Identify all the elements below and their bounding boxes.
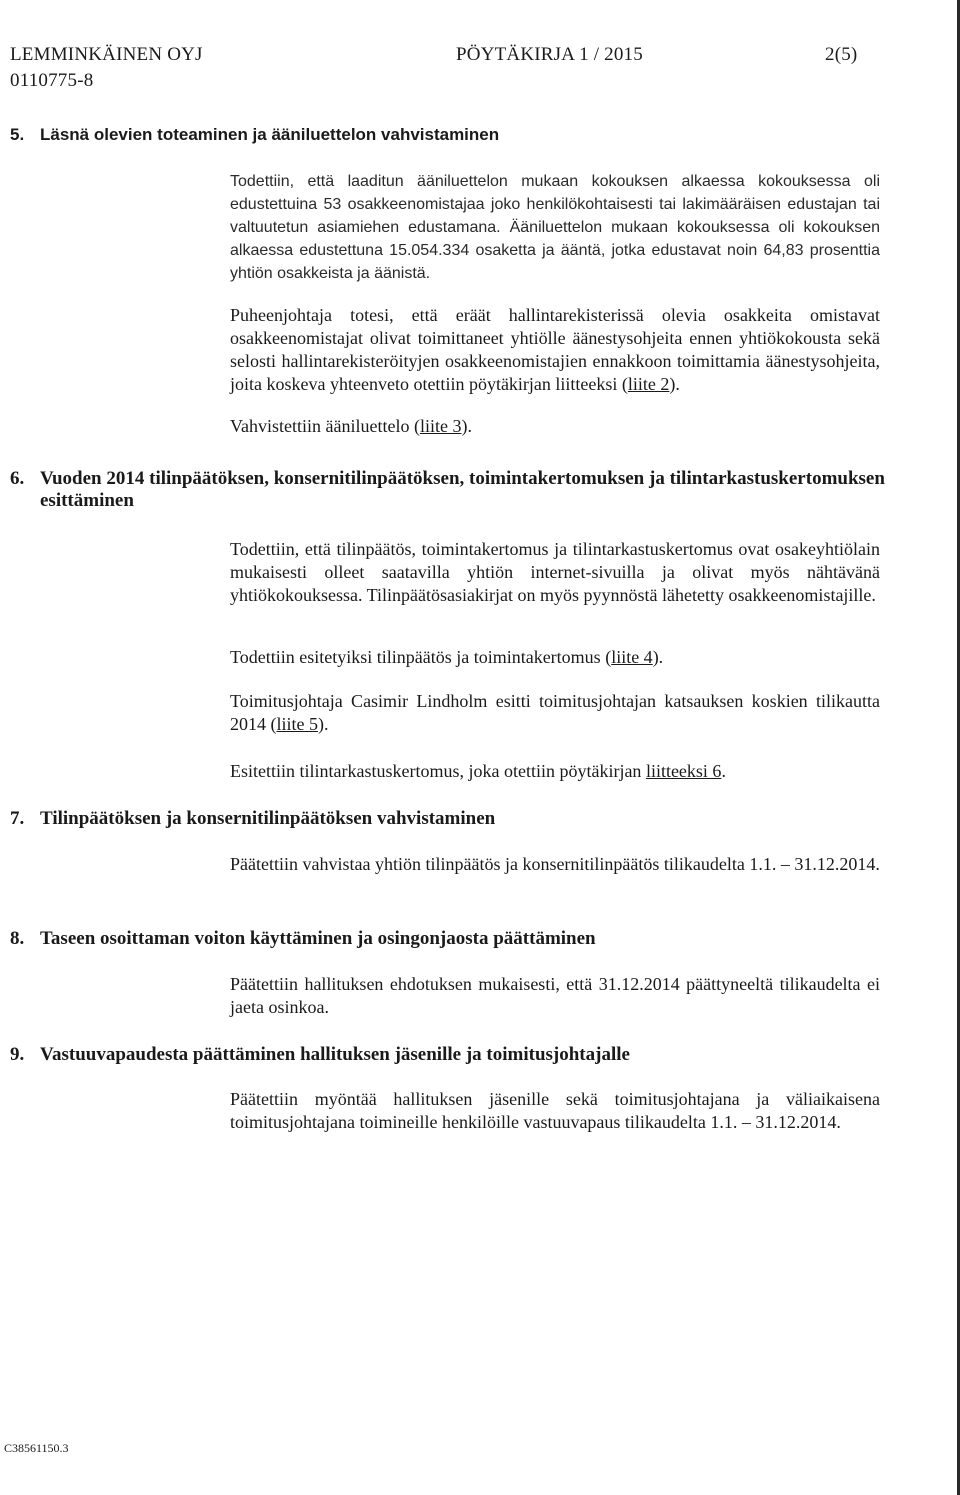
paragraph-text: . (721, 761, 726, 781)
section-number: 7. (10, 808, 25, 829)
section-number: 6. (10, 468, 25, 489)
attachment-reference: liite 3 (419, 416, 462, 436)
paragraph-text: ). (318, 714, 329, 734)
section-6-paragraph-3 (230, 690, 880, 736)
section-title: Vastuuvapaudesta päättäminen hallituksen jäsenille ja toimitusjohtajalle (40, 1044, 630, 1065)
attachment-reference: liitteeksi 6 (645, 761, 722, 781)
section-9-paragraph-1: Päätettiin myöntää hallituksen jäsenille sekä toimitusjohtajana ja väliaikaisena toimitusjohtajana toimineille henkilöille vastuuvapaus tilikaudelta 1.1. – 31.12.2014. (230, 1089, 880, 1132)
section-number: 5. (10, 125, 25, 144)
paragraph-text: ). (461, 416, 472, 436)
paragraph-text: ). (652, 647, 664, 667)
attachment-reference: liite 4 (611, 647, 653, 667)
business-id: 0110775-8 (10, 70, 94, 91)
document-code: C38561150.3 (4, 1441, 69, 1455)
attachment-reference: liite 5 (276, 714, 318, 734)
paragraph-text: ). (669, 374, 680, 394)
section-number: 8. (10, 928, 25, 949)
section-5-paragraph-2 (230, 304, 880, 396)
section-title: Tilinpäätöksen ja konsernitilinpäätöksen vahvistaminen (40, 808, 496, 829)
section-6-paragraph-1: Todettiin, että tilinpäätös, toimintakertomus ja tilintarkastuskertomus ovat osakeyhtiölain mukaisesti olleet saatavilla yhtiön internet-sivuilla ja olivat myös nähtävänä yhtiökokouksessa. Tilinpäätösasiakirjat on myös pyynnöstä lähetetty osakkeenomistajille. (230, 539, 880, 605)
paragraph-text: Esitettiin tilintarkastuskertomus, joka otettiin pöytäkirjan (230, 761, 646, 781)
section-8-paragraph-1: Päätettiin hallituksen ehdotuksen mukaisesti, että 31.12.2014 päättyneeltä tilikaudelta ei jaeta osinkoa. (230, 974, 880, 1017)
section-6-paragraph-2 (230, 646, 880, 669)
paragraph-text: Todettiin esitetyiksi tilinpäätös ja toimintakertomus ( (230, 647, 612, 667)
section-5-paragraph-1: Todettiin, että laaditun ääniluettelon mukaan kokouksen alkaessa kokouksessa oli edustettuina 53 osakkeenomistajaa joko henkilökohtaisesti tai lakimääräisen edustajan tai valtuutetun asiamiehen edustamana. Ääniluettelon mukaan kokouksessa oli kokouksen alkaessa edustettuna 15.054.334 osaketta ja ääntä, jotka edustavat noin 64,83 prosenttia yhtiön osakkeista ja äänistä. (230, 173, 880, 282)
paragraph-text: Vahvistettiin ääniluettelo ( (230, 416, 420, 436)
section-number: 9. (10, 1044, 25, 1065)
attachment-reference: liite 2 (627, 374, 670, 394)
section-7-paragraph-1: Päätettiin vahvistaa yhtiön tilinpäätös ja konsernitilinpäätös tilikaudelta 1.1. – 31.12.2014. (230, 854, 880, 874)
document-title: PÖYTÄKIRJA 1 / 2015 (456, 44, 643, 65)
section-title: Vuoden 2014 tilinpäätöksen, konsernitilinpäätöksen, toimintakertomuksen ja tilintarkastuskertomuksen esittäminen (40, 468, 885, 511)
paragraph-text: Toimitusjohtaja Casimir Lindholm esitti toimitusjohtajan katsauksen koskien tilikautta 2014 ( (230, 691, 880, 734)
page-number: 2(5) (825, 44, 858, 65)
section-title: Läsnä olevien toteaminen ja ääniluettelon vahvistaminen (40, 125, 500, 144)
section-6-paragraph-4 (230, 760, 880, 783)
paragraph-text: Puheenjohtaja totesi, että eräät hallintarekisterissä olevia osakkeita omistavat osakkeenomistajat olivat toimittaneet yhtiölle äänestysohjeita ennen yhtiökokousta sekä selosti hallintarekisteröityjen osakkeenomistajien ennakkoon toimittamia äänestysohjeita, joita koskeva yhteenveto otettiin pöytäkirjan liitteeksi ( (230, 305, 880, 394)
section-title: Taseen osoittaman voiton käyttäminen ja osingonjaosta päättäminen (40, 928, 596, 949)
section-5-paragraph-3 (230, 415, 880, 438)
company-name: LEMMINKÄINEN OYJ (10, 44, 203, 65)
